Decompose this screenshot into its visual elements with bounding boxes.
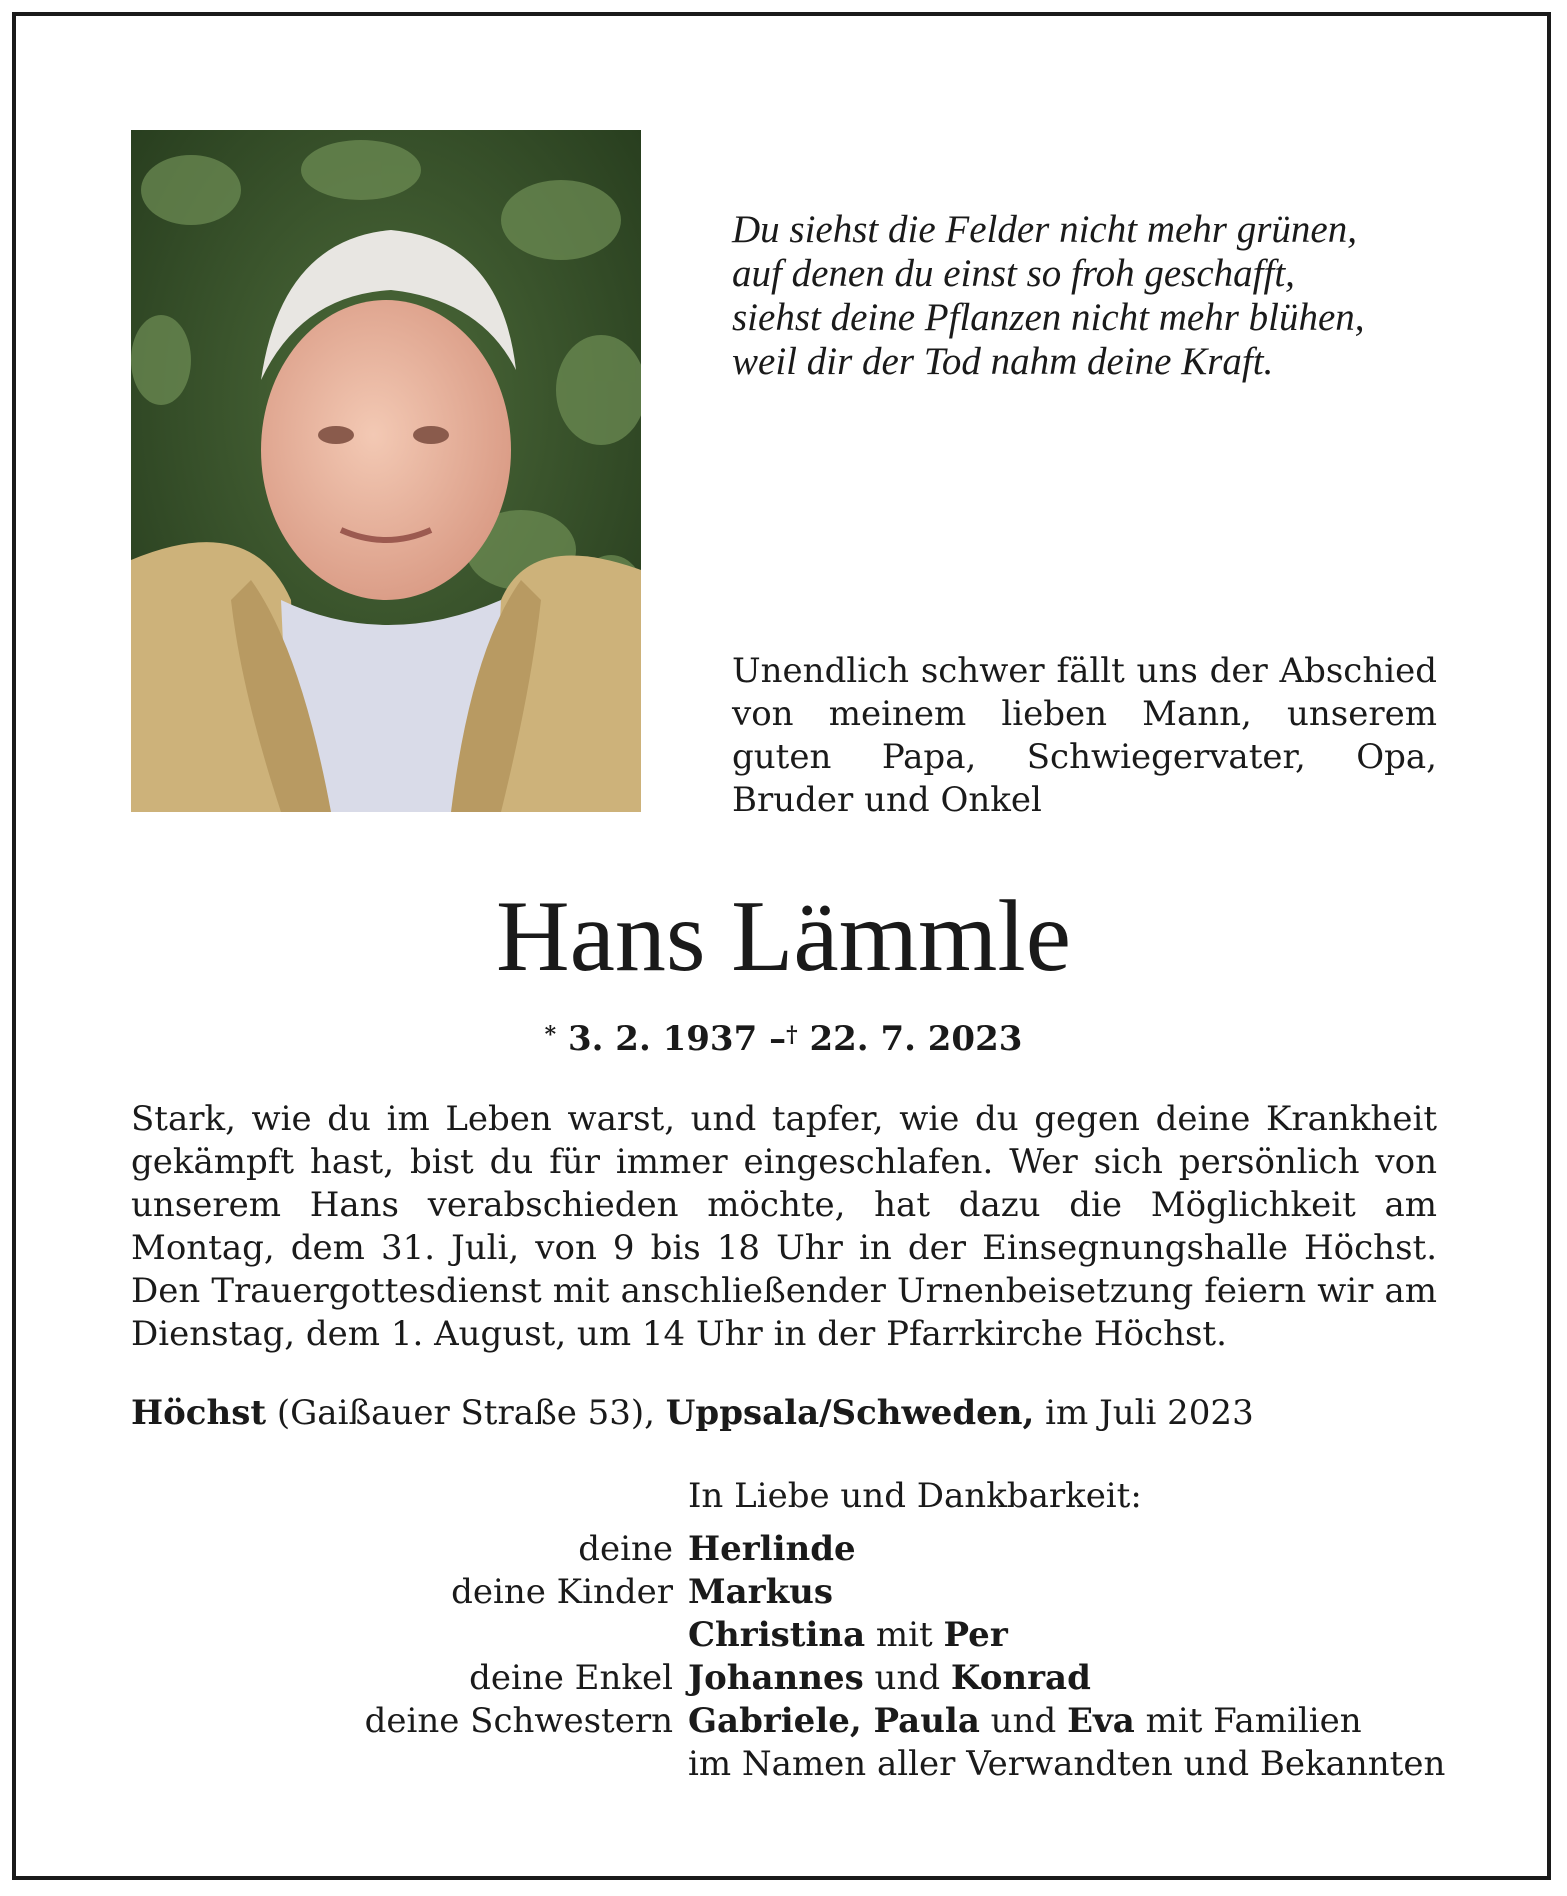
- portrait-photo-icon: [131, 130, 641, 812]
- signer-row-children-2: [131, 1614, 1471, 1657]
- signer-label: deine Kinder: [451, 1572, 673, 1612]
- poem-line: weil dir der Tod nahm deine Kraft.: [732, 340, 1274, 383]
- signer-connector: und: [979, 1701, 1068, 1741]
- signer-connector: und: [863, 1658, 951, 1698]
- poem-line: Du siehst die Felder nicht mehr grünen,: [732, 208, 1357, 251]
- closing-line: im Namen aller Verwandten und Bekannten: [688, 1744, 1446, 1784]
- life-dates: [0, 1015, 1567, 1063]
- deceased-name: Hans Lämmle: [496, 880, 1071, 993]
- poem-line: siehst deine Pflanzen nicht mehr blühen,: [732, 296, 1365, 339]
- death-symbol: †: [786, 1022, 798, 1048]
- signer-suffix: mit Familien: [1134, 1701, 1362, 1741]
- signer-connector: mit: [865, 1615, 944, 1655]
- signer-row-wife: [131, 1528, 1471, 1571]
- signers-list: [131, 1528, 1471, 1786]
- signer-name: Konrad: [950, 1658, 1091, 1698]
- thanks-line: In Liebe und Dankbarkeit:: [688, 1476, 1142, 1516]
- birth-date: 3. 2. 1937: [567, 1019, 758, 1059]
- portrait-photo: [131, 130, 641, 812]
- date-dash: –: [769, 1019, 787, 1059]
- intro-text: Unendlich schwer fällt uns der Abschied von meinem lieben Mann, unserem guten Papa, Schwiegervater, Opa, Bruder und Onkel: [732, 651, 1437, 820]
- place-and-date: [131, 1392, 1437, 1435]
- birth-symbol: *: [544, 1022, 557, 1048]
- signer-row-grandchildren: [131, 1657, 1471, 1700]
- death-date: 22. 7. 2023: [809, 1019, 1023, 1059]
- signer-name: Eva: [1067, 1701, 1135, 1741]
- signer-label: deine Schwestern: [364, 1701, 673, 1741]
- signer-row-children: [131, 1571, 1471, 1614]
- signer-name: Gabriele, Paula: [688, 1701, 980, 1741]
- signer-name: Markus: [688, 1572, 833, 1612]
- signer-name: Christina: [688, 1615, 866, 1655]
- signer-label: deine Enkel: [469, 1658, 673, 1698]
- signer-row-sisters: [131, 1700, 1471, 1743]
- poem: [732, 208, 1432, 384]
- signer-name: Per: [943, 1615, 1008, 1655]
- place-address: (Gaißauer Straße 53),: [266, 1393, 666, 1433]
- signer-row-closing: [131, 1743, 1471, 1786]
- signer-label: deine: [578, 1529, 673, 1569]
- poem-line: auf denen du einst so froh geschafft,: [732, 252, 1295, 295]
- signer-name: Johannes: [688, 1658, 864, 1698]
- signer-name: Herlinde: [688, 1529, 856, 1569]
- obituary-body: Stark, wie du im Leben warst, und tapfer, wie du gegen deine Krankheit gekämpft hast, bist du für immer eingeschlafen. Wer sich persönlich von unserem Hans verabschieden möchte, hat dazu die Möglichkeit am Montag, dem 31. Juli, von 9 bis 18 Uhr in der Einsegnungshalle Höchst. Den Trauergottesdienst mit anschließender Urnenbeisetzung feiern wir am Dienstag, dem 1. August, um 14 Uhr in der Pfarrkirche Höchst.: [131, 1099, 1437, 1354]
- place-date: im Juli 2023: [1034, 1393, 1254, 1433]
- place-city-2: Uppsala/Schweden,: [665, 1393, 1035, 1433]
- place-city-1: Höchst: [131, 1393, 267, 1433]
